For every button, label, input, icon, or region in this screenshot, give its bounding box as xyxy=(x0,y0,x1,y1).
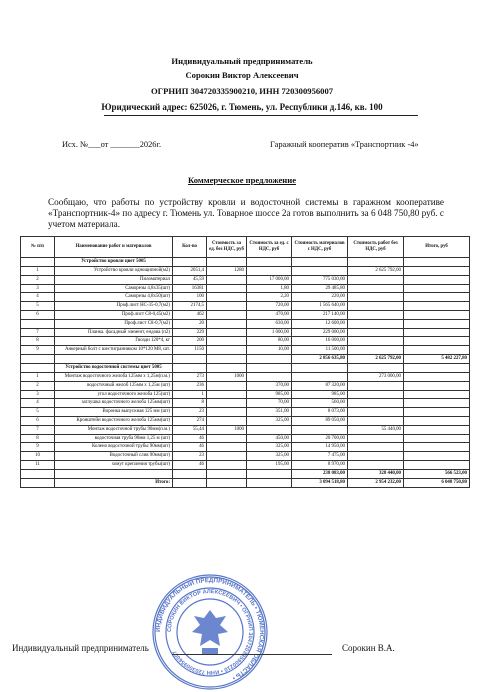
table-cell xyxy=(404,452,470,461)
table-cell: Кронштейн водосточного желоба 125мм(шт) xyxy=(55,416,173,425)
table-cell: 1 000,00 xyxy=(247,328,292,337)
table-cell: 8 xyxy=(173,399,207,408)
table-cell xyxy=(55,354,173,363)
header-name: Сорокин Виктор Алексеевич xyxy=(185,70,299,80)
table-cell: 1000 xyxy=(207,372,247,381)
table-cell: 1 xyxy=(173,390,207,399)
header-address: Юридический адрес: 625026, г. Тюмень, ул. Республики д.146, кв. 100 xyxy=(101,102,383,112)
table-cell: 55 440,00 xyxy=(348,425,404,434)
table-cell: Монтаж водосточного желоба 125мм х 1,25м(п.м.) xyxy=(55,372,173,381)
table-cell: 16 000,00 xyxy=(292,337,348,346)
table-cell xyxy=(404,460,470,469)
recipient: Гаражный кооператив «Транспортник -4» xyxy=(270,140,419,149)
table-cell xyxy=(404,408,470,417)
table-cell xyxy=(404,434,470,443)
table-cell xyxy=(404,399,470,408)
table-cell xyxy=(207,337,247,346)
table-cell: 217 140,00 xyxy=(292,310,348,319)
table-cell xyxy=(207,328,247,337)
table-row xyxy=(21,337,470,346)
table-cell xyxy=(247,258,292,267)
table-row xyxy=(21,425,470,434)
table-cell xyxy=(247,425,292,434)
table-cell: 5 xyxy=(21,302,55,311)
svg-text:СОРОКИН ВИКТОР АЛЕКСЕЕВИЧ • ОГ: СОРОКИН ВИКТОР АЛЕКСЕЕВИЧ • ОГРНИП 304720335900210 • ИНН 720300956007 xyxy=(166,588,254,676)
table-cell: 195,00 xyxy=(247,460,292,469)
table-cell xyxy=(247,372,292,381)
table-row xyxy=(21,275,470,284)
table-cell xyxy=(207,478,247,487)
table-header-cell: Кол-во xyxy=(173,237,207,258)
table-cell xyxy=(207,443,247,452)
table-cell xyxy=(404,328,470,337)
table-cell: 7 475,00 xyxy=(292,452,348,461)
table-cell xyxy=(247,363,292,372)
table-cell xyxy=(207,434,247,443)
table-cell: 2 625 792,00 xyxy=(348,354,404,363)
table-cell: 325,00 xyxy=(247,443,292,452)
table-cell: 2 xyxy=(21,275,55,284)
table-cell: 775 030,00 xyxy=(292,275,348,284)
table-cell: 238 083,00 xyxy=(292,469,348,478)
table-cell: 8 xyxy=(21,434,55,443)
table-row xyxy=(21,443,470,452)
table-cell xyxy=(404,363,470,372)
table-cell: 46 xyxy=(173,460,207,469)
table-cell xyxy=(348,390,404,399)
table-cell xyxy=(348,363,404,372)
table-cell: 1000 xyxy=(207,425,247,434)
table-cell: Монтаж водосточной трубы 90мм(п.м.) xyxy=(55,425,173,434)
table-header-cell: Стоимость материалов с НДС, руб xyxy=(292,237,348,258)
table-cell: 560,00 xyxy=(292,399,348,408)
table-header-cell: № п/п xyxy=(21,237,55,258)
table-cell: водосточная труба 90мм 1,25 м (шт) xyxy=(55,434,173,443)
table-cell: 80,00 xyxy=(247,337,292,346)
table-cell: 229 xyxy=(173,328,207,337)
table-cell: 985,00 xyxy=(292,390,348,399)
table-cell xyxy=(348,408,404,417)
table-cell: 273 000,00 xyxy=(348,372,404,381)
table-cell xyxy=(404,302,470,311)
table-cell: 3 094 518,80 xyxy=(292,478,348,487)
table-cell xyxy=(404,381,470,390)
table-cell: 462 xyxy=(173,310,207,319)
table-cell: Анкерный болт с шестигранником 10*120 М8, шт. xyxy=(55,346,173,355)
table-cell xyxy=(247,478,292,487)
table-cell: 229 000,00 xyxy=(292,328,348,337)
table-cell: Проф.лист С8-0,45(м2) xyxy=(55,310,173,319)
table-cell: Устройство водосточной системы цвет 5005 xyxy=(55,363,173,372)
table-cell xyxy=(21,319,55,328)
table-cell: 630,00 xyxy=(247,319,292,328)
table-row xyxy=(21,434,470,443)
table-cell xyxy=(404,310,470,319)
table-row xyxy=(21,346,470,355)
table-cell xyxy=(348,310,404,319)
table-cell xyxy=(207,293,247,302)
table-cell xyxy=(404,425,470,434)
table-cell xyxy=(207,363,247,372)
table-cell xyxy=(404,319,470,328)
table-cell: 325,00 xyxy=(247,416,292,425)
table-cell xyxy=(173,363,207,372)
table-cell xyxy=(404,293,470,302)
table-cell xyxy=(348,434,404,443)
table-cell xyxy=(348,399,404,408)
table-cell xyxy=(207,346,247,355)
table-cell xyxy=(207,258,247,267)
table-cell xyxy=(207,390,247,399)
table-cell: 325,00 xyxy=(247,452,292,461)
table-cell xyxy=(247,354,292,363)
table-cell: 29 485,80 xyxy=(292,284,348,293)
total-row xyxy=(21,469,470,478)
table-cell: 100 xyxy=(173,293,207,302)
table-cell: Устройство кровли однощипной(м2) xyxy=(55,267,173,276)
table-cell: 328 440,00 xyxy=(348,469,404,478)
table-cell: Проф.лист С8-0,7(м2) xyxy=(55,319,173,328)
table-cell: 12 600,00 xyxy=(292,319,348,328)
table-cell: 6 xyxy=(21,310,55,319)
table-row xyxy=(21,310,470,319)
table-cell xyxy=(173,258,207,267)
total-row xyxy=(21,354,470,363)
table-cell xyxy=(207,310,247,319)
table-cell: Колено водосточной трубы 90мм(шт) xyxy=(55,443,173,452)
table-cell: Проф.лист НС-35-0,7(м2) xyxy=(55,302,173,311)
table-cell xyxy=(404,416,470,425)
table-cell: 2 954 232,00 xyxy=(348,478,404,487)
table-cell xyxy=(348,460,404,469)
table-cell xyxy=(404,346,470,355)
table-cell: Саморезы 4,8х50(шт) xyxy=(55,293,173,302)
table-cell: 14 950,00 xyxy=(292,443,348,452)
table-cell: 2174,5 xyxy=(173,302,207,311)
table-row xyxy=(21,460,470,469)
table-cell: Итого: xyxy=(55,478,173,487)
table-cell: 2 625 792,00 xyxy=(348,267,404,276)
table-cell xyxy=(348,302,404,311)
table-cell xyxy=(292,363,348,372)
table-cell xyxy=(348,337,404,346)
table-cell: угол водосточного желоба 125(шт) xyxy=(55,390,173,399)
table-cell: Водосточный слив 90мм(шт) xyxy=(55,452,173,461)
table-cell: 11 xyxy=(21,460,55,469)
table-cell: 6 048 750,80 xyxy=(404,478,470,487)
table-cell: Саморезы 4,8х35(шт) xyxy=(55,284,173,293)
table-cell xyxy=(207,452,247,461)
table-cell: 3 xyxy=(21,390,55,399)
table-cell: Пиломатериал xyxy=(55,275,173,284)
table-cell: Устройство кровли цвет 5005 xyxy=(55,258,173,267)
table-cell: 450,00 xyxy=(247,434,292,443)
table-header-cell: Наименование работ и материалов xyxy=(55,237,173,258)
table-cell: 87 320,00 xyxy=(292,381,348,390)
table-cell xyxy=(404,337,470,346)
table-cell xyxy=(348,275,404,284)
table-cell xyxy=(348,258,404,267)
table-cell xyxy=(207,460,247,469)
table-cell: 23 xyxy=(173,452,207,461)
table-header-cell: Стоимость за ед. без НДС, руб xyxy=(207,237,247,258)
table-cell: 46 xyxy=(173,434,207,443)
table-cell xyxy=(348,293,404,302)
table-cell xyxy=(207,416,247,425)
table-cell xyxy=(404,267,470,276)
table-row xyxy=(21,381,470,390)
table-cell xyxy=(21,363,55,372)
table-cell: 1 xyxy=(21,372,55,381)
outgoing-number: Исх. №___от _______2026г. xyxy=(62,140,162,149)
table-cell xyxy=(348,381,404,390)
table-cell: 370,00 xyxy=(247,381,292,390)
table-cell: 470,00 xyxy=(247,310,292,319)
table-cell: 720,00 xyxy=(247,302,292,311)
table-cell: 220,00 xyxy=(292,293,348,302)
table-cell xyxy=(348,452,404,461)
table-cell xyxy=(292,267,348,276)
table-cell: 46 xyxy=(173,443,207,452)
table-cell: 10 xyxy=(21,452,55,461)
offer-title: Коммерческое предложение xyxy=(187,175,297,185)
table-cell: 8 xyxy=(21,337,55,346)
header-divider xyxy=(104,115,418,116)
table-cell: 5 xyxy=(21,408,55,417)
table-cell xyxy=(207,302,247,311)
offer-intro: Сообщаю, что работы по устройству кровли и водосточной системы в гаражном кооперативе «Транспортник-4» по адресу г. Тюмень ул. Товарное шоссе 2а готов выполнить за 6 048 750,80 руб. с учетом материала. xyxy=(48,197,444,230)
section-row xyxy=(21,363,470,372)
table-header-cell: Стоимость за ед. с НДС, руб xyxy=(247,237,292,258)
table-cell: 4 xyxy=(21,293,55,302)
table-cell: 70,00 xyxy=(247,399,292,408)
table-cell xyxy=(292,258,348,267)
table-cell xyxy=(21,478,55,487)
table-row xyxy=(21,408,470,417)
table-cell: водосточный желоб 125мм х 1,25м (шт) xyxy=(55,381,173,390)
table-cell xyxy=(404,390,470,399)
table-row xyxy=(21,390,470,399)
table-cell xyxy=(247,469,292,478)
table-cell xyxy=(404,284,470,293)
table-cell xyxy=(21,258,55,267)
table-cell xyxy=(21,469,55,478)
table-cell xyxy=(247,267,292,276)
header-title: Индивидуальный предприниматель xyxy=(171,56,313,66)
table-cell: 1280 xyxy=(207,267,247,276)
signature-title: Индивидуальный предприниматель xyxy=(12,643,149,653)
table-cell: 1 xyxy=(21,267,55,276)
table-cell xyxy=(404,258,470,267)
table-cell: Воронка выпускная 125 мм (шт) xyxy=(55,408,173,417)
table-header-cell: Итого, руб xyxy=(404,237,470,258)
table-cell: Гвозди 120*4, кг xyxy=(55,337,173,346)
table-row xyxy=(21,293,470,302)
table-cell: 45,59 xyxy=(173,275,207,284)
table-cell: 273 xyxy=(173,372,207,381)
table-cell xyxy=(404,372,470,381)
table-cell: 200 xyxy=(173,337,207,346)
table-cell: 5 482 227,80 xyxy=(404,354,470,363)
table-cell xyxy=(348,319,404,328)
table-cell: 7 xyxy=(21,425,55,434)
table-cell: 8 073,00 xyxy=(292,408,348,417)
table-row xyxy=(21,302,470,311)
table-row xyxy=(21,399,470,408)
table-cell: Планка. фасадный элемент, ендова (п2) xyxy=(55,328,173,337)
table-cell: 89 050,00 xyxy=(292,416,348,425)
table-cell: 10,00 xyxy=(247,346,292,355)
table-row xyxy=(21,319,470,328)
table-cell xyxy=(207,399,247,408)
section-row xyxy=(21,258,470,267)
estimate-table xyxy=(20,236,470,488)
table-cell: 1,80 xyxy=(247,284,292,293)
table-header-cell: Стоимость работ без НДС, руб xyxy=(348,237,404,258)
table-row xyxy=(21,452,470,461)
table-cell: 351,00 xyxy=(247,408,292,417)
table-cell: 2 xyxy=(21,381,55,390)
table-cell: 4 xyxy=(21,399,55,408)
table-cell: 23 xyxy=(173,408,207,417)
table-cell: 1 565 640,00 xyxy=(292,302,348,311)
table-cell xyxy=(207,408,247,417)
table-cell xyxy=(292,425,348,434)
table-cell xyxy=(292,372,348,381)
table-cell: 11 500,00 xyxy=(292,346,348,355)
table-cell xyxy=(348,328,404,337)
table-cell: 236 xyxy=(173,381,207,390)
table-cell xyxy=(348,416,404,425)
table-cell xyxy=(21,354,55,363)
table-row xyxy=(21,372,470,381)
table-cell: 17 000,00 xyxy=(247,275,292,284)
total-row xyxy=(21,478,470,487)
table-row xyxy=(21,416,470,425)
table-header-row xyxy=(21,237,470,258)
table-cell xyxy=(348,443,404,452)
table-cell xyxy=(173,469,207,478)
table-cell: 16381 xyxy=(173,284,207,293)
signature-name: Сорокин В.А. xyxy=(342,643,395,653)
table-cell xyxy=(404,275,470,284)
table-cell: 20 700,00 xyxy=(292,434,348,443)
table-cell: 2,20 xyxy=(247,293,292,302)
table-cell: 1150 xyxy=(173,346,207,355)
table-cell: 3 xyxy=(21,284,55,293)
table-cell: 9 xyxy=(21,346,55,355)
table-cell xyxy=(404,443,470,452)
table-row xyxy=(21,267,470,276)
table-cell: 20 xyxy=(173,319,207,328)
stamp-seal xyxy=(150,572,270,692)
svg-text:ИНДИВИДУАЛЬНЫЙ ПРЕДПРИНИМАТЕЛЬ: ИНДИВИДУАЛЬНЫЙ ПРЕДПРИНИМАТЕЛЬ • ТЮМЕНСКАЯ ОБЛАСТЬ • xyxy=(154,576,266,682)
table-cell: 9 xyxy=(21,443,55,452)
table-cell xyxy=(207,275,247,284)
table-row xyxy=(21,328,470,337)
table-cell: 274 xyxy=(173,416,207,425)
table-cell xyxy=(348,346,404,355)
table-cell xyxy=(207,354,247,363)
table-cell: 7 xyxy=(21,328,55,337)
table-cell: 55,44 xyxy=(173,425,207,434)
table-cell: заглушка водосточного желоба 125мм(шт) xyxy=(55,399,173,408)
table-cell xyxy=(207,284,247,293)
table-cell xyxy=(207,469,247,478)
table-cell: 2 856 635,80 xyxy=(292,354,348,363)
table-cell xyxy=(348,284,404,293)
table-cell: 2051,4 xyxy=(173,267,207,276)
table-cell: 6 xyxy=(21,416,55,425)
table-cell: 8 970,00 xyxy=(292,460,348,469)
header-registration: ОГРНИП 304720335900210, ИНН 720300956007 xyxy=(150,86,334,96)
table-cell: 985,00 xyxy=(247,390,292,399)
signature-line xyxy=(172,654,332,655)
table-cell xyxy=(55,469,173,478)
table-cell: хомут крепления трубы(шт) xyxy=(55,460,173,469)
table-cell xyxy=(173,354,207,363)
table-cell xyxy=(173,478,207,487)
table-cell xyxy=(207,381,247,390)
table-cell: 566 523,00 xyxy=(404,469,470,478)
table-cell xyxy=(207,319,247,328)
table-row xyxy=(21,284,470,293)
